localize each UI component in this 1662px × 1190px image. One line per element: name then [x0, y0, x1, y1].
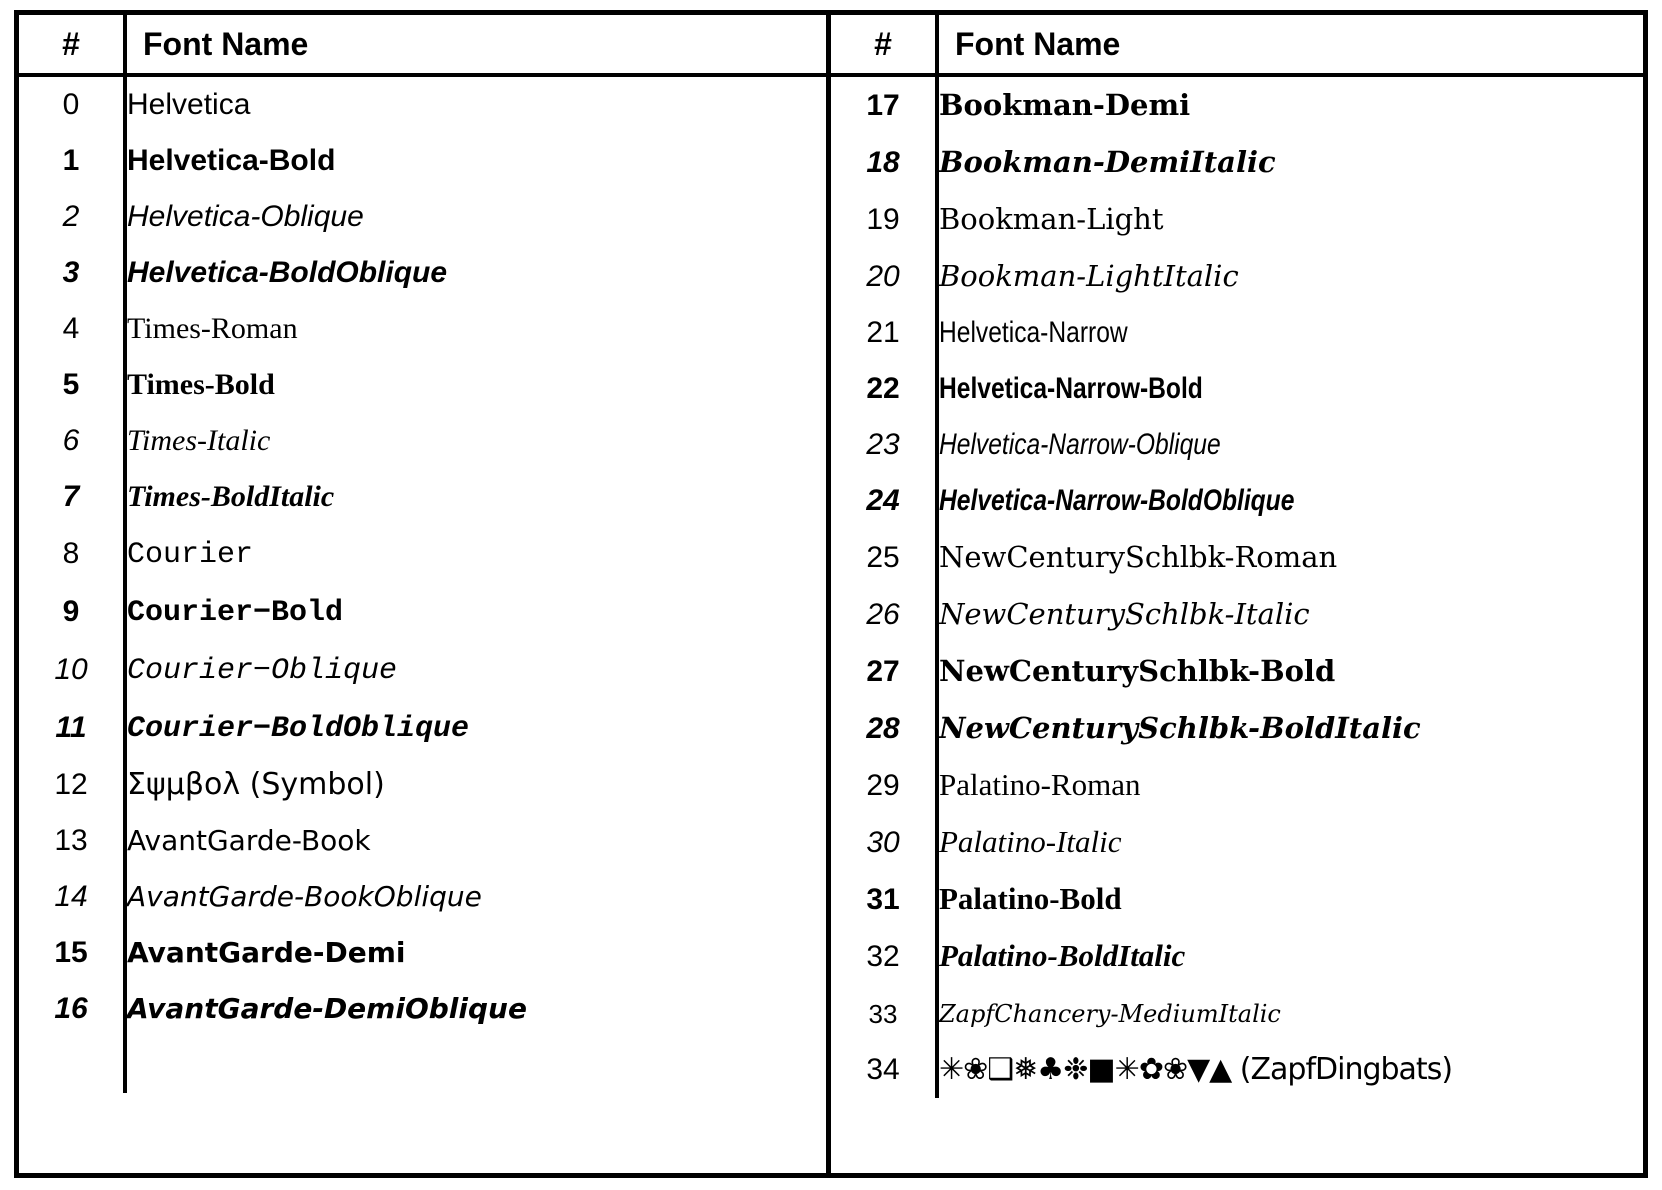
table-row: [831, 643, 1643, 700]
font-name-sample: Helvetica-Narrow-Bold: [939, 372, 1203, 405]
font-name-sample: Palatino-Roman: [939, 767, 1141, 802]
font-table-right-column: [831, 15, 1643, 1173]
font-index-cell: 32: [831, 928, 937, 985]
font-name-sample: Bookman-DemiItalic: [939, 145, 1276, 179]
font-name-sample: Times-Bold: [127, 368, 275, 401]
font-name-sample: Helvetica-Bold: [127, 144, 336, 177]
table-row: [831, 928, 1643, 985]
font-name-sample: Times-Italic: [127, 424, 271, 457]
font-name-cell: [937, 871, 1643, 928]
table-row: [19, 301, 826, 357]
font-name-sample: Courier−Oblique: [127, 654, 398, 688]
font-name-cell: [125, 301, 826, 357]
font-table-left: [19, 15, 826, 1093]
table-row: [19, 641, 826, 699]
font-index-cell: 5: [19, 357, 125, 413]
font-name-cell: [125, 189, 826, 245]
font-name-cell: [937, 191, 1643, 248]
font-name-sample: NewCenturySchlbk-Roman: [939, 540, 1338, 574]
table-row: [831, 417, 1643, 473]
table-row: [19, 189, 826, 245]
font-name-cell: [125, 525, 826, 583]
table-header-row: [19, 15, 826, 75]
font-index-cell: 13: [19, 813, 125, 869]
filler-cell: [19, 1037, 125, 1093]
font-name-cell: [125, 357, 826, 413]
font-name-sample: Courier−BoldOblique: [127, 712, 470, 746]
font-name-cell: [125, 641, 826, 699]
font-name-sample: Helvetica-BoldOblique: [127, 256, 448, 289]
table-row: [19, 981, 826, 1037]
font-name-sample: Palatino-BoldItalic: [939, 938, 1186, 973]
table-row: [831, 586, 1643, 643]
font-name-sample: Courier−Bold: [127, 596, 344, 630]
table-row: [19, 413, 826, 469]
table-row: [19, 75, 826, 133]
font-index-cell: 9: [19, 583, 125, 641]
font-name-cell: [125, 757, 826, 813]
table-row: [19, 757, 826, 813]
table-row: [831, 248, 1643, 305]
font-index-cell: 29: [831, 757, 937, 814]
font-name-sample: NewCenturySchlbk-Bold: [939, 654, 1336, 688]
table-row: [831, 529, 1643, 586]
font-name-sample: AvantGarde-Book: [127, 824, 371, 857]
font-name-cell: [937, 417, 1643, 473]
font-index-cell: 34: [831, 1042, 937, 1098]
font-index-cell: 33: [831, 985, 937, 1042]
font-name-sample: Helvetica-Narrow-Oblique: [939, 428, 1221, 461]
font-table-frame: [14, 10, 1648, 1178]
font-name-sample: Helvetica-Narrow: [939, 316, 1128, 349]
font-name-sample: Times-Roman: [127, 312, 298, 345]
font-index-cell: 19: [831, 191, 937, 248]
font-name-cell: [125, 981, 826, 1037]
font-index-cell: 3: [19, 245, 125, 301]
font-name-cell: [937, 473, 1643, 529]
font-name-sample: Palatino-Bold: [939, 881, 1122, 916]
font-name-cell: [937, 529, 1643, 586]
font-name-cell: [937, 134, 1643, 191]
table-header-row: [831, 15, 1643, 75]
font-name-sample: Palatino-Italic: [939, 824, 1122, 859]
font-index-cell: 10: [19, 641, 125, 699]
font-name-sample: Courier: [127, 538, 254, 572]
font-index-cell: 15: [19, 925, 125, 981]
font-name-cell: [937, 757, 1643, 814]
font-name-cell: [937, 305, 1643, 361]
font-table-left-column: [19, 15, 831, 1173]
font-index-cell: 20: [831, 248, 937, 305]
font-index-cell: 12: [19, 757, 125, 813]
font-name-cell: [937, 248, 1643, 305]
font-name-cell: [937, 643, 1643, 700]
font-index-cell: 21: [831, 305, 937, 361]
font-index-cell: 26: [831, 586, 937, 643]
font-name-cell: [937, 1042, 1643, 1098]
table-row: [19, 469, 826, 525]
font-name-sample: Σψμβολ (Symbol): [127, 767, 385, 802]
font-table-left-body: [19, 75, 826, 1093]
font-name-cell: [125, 413, 826, 469]
header-font-name: Font Name: [937, 15, 1643, 75]
table-row: [19, 583, 826, 641]
font-index-cell: 31: [831, 871, 937, 928]
table-row: [831, 757, 1643, 814]
font-name-sample: Helvetica: [127, 88, 251, 121]
font-name-cell: [937, 700, 1643, 757]
font-index-cell: 17: [831, 75, 937, 134]
font-name-sample: Bookman-Light: [939, 202, 1164, 236]
font-name-cell: [125, 813, 826, 869]
font-index-cell: 28: [831, 700, 937, 757]
table-row: [19, 525, 826, 583]
font-name-cell: [937, 985, 1643, 1042]
font-name-cell: [125, 133, 826, 189]
table-row: [19, 357, 826, 413]
table-row: [831, 700, 1643, 757]
font-name-sample: AvantGarde-Demi: [127, 936, 406, 969]
font-name-sample: Times-BoldItalic: [127, 480, 335, 513]
font-name-cell: [125, 469, 826, 525]
table-row: [831, 75, 1643, 134]
font-index-cell: 23: [831, 417, 937, 473]
table-row: [831, 134, 1643, 191]
table-row: [19, 133, 826, 189]
font-index-cell: 25: [831, 529, 937, 586]
table-row: [831, 191, 1643, 248]
font-index-cell: 11: [19, 699, 125, 757]
font-index-cell: 24: [831, 473, 937, 529]
header-number: #: [19, 15, 125, 75]
table-row: [831, 361, 1643, 417]
font-name-cell: [937, 361, 1643, 417]
font-table-right-body: [831, 75, 1643, 1098]
font-name-sample: Bookman-LightItalic: [939, 259, 1239, 293]
font-name-sample: ZapfChancery-MediumItalic: [939, 1000, 1281, 1028]
font-index-cell: 0: [19, 75, 125, 133]
font-name-sample: NewCenturySchlbk-Italic: [939, 597, 1310, 631]
table-row: [19, 813, 826, 869]
font-index-cell: 4: [19, 301, 125, 357]
table-row: [19, 245, 826, 301]
font-name-cell: [125, 583, 826, 641]
table-row: [831, 985, 1643, 1042]
table-row: [19, 699, 826, 757]
font-name-cell: [937, 75, 1643, 134]
font-name-sample: ✳❀❑❅♣❉■✳✿❀▼▲ (ZapfDingbats): [939, 1052, 1453, 1087]
table-row: [831, 814, 1643, 871]
font-name-cell: [125, 75, 826, 133]
font-name-cell: [125, 245, 826, 301]
font-name-cell: [125, 925, 826, 981]
font-index-cell: 14: [19, 869, 125, 925]
font-table-right: [831, 15, 1643, 1098]
table-row: [831, 871, 1643, 928]
font-index-cell: 22: [831, 361, 937, 417]
table-filler-row: [19, 1037, 826, 1093]
font-index-cell: 6: [19, 413, 125, 469]
font-index-cell: 27: [831, 643, 937, 700]
header-number: #: [831, 15, 937, 75]
font-name-sample: AvantGarde-BookOblique: [127, 880, 482, 913]
font-index-cell: 1: [19, 133, 125, 189]
font-name-cell: [937, 814, 1643, 871]
font-name-cell: [125, 869, 826, 925]
table-row: [831, 1042, 1643, 1098]
font-name-sample: Bookman-Demi: [939, 88, 1191, 122]
font-name-cell: [125, 699, 826, 757]
filler-cell: [125, 1037, 826, 1093]
font-index-cell: 30: [831, 814, 937, 871]
table-row: [19, 925, 826, 981]
font-name-sample: NewCenturySchlbk-BoldItalic: [939, 711, 1421, 745]
font-name-cell: [937, 928, 1643, 985]
font-index-cell: 16: [19, 981, 125, 1037]
font-name-sample: AvantGarde-DemiOblique: [127, 992, 527, 1025]
font-name-cell: [937, 586, 1643, 643]
font-name-sample: Helvetica-Oblique: [127, 200, 364, 233]
font-name-sample: Helvetica-Narrow-BoldOblique: [939, 484, 1295, 517]
table-row: [831, 473, 1643, 529]
font-index-cell: 8: [19, 525, 125, 583]
font-index-cell: 2: [19, 189, 125, 245]
font-index-cell: 7: [19, 469, 125, 525]
table-row: [19, 869, 826, 925]
font-index-cell: 18: [831, 134, 937, 191]
table-row: [831, 305, 1643, 361]
header-font-name: Font Name: [125, 15, 826, 75]
